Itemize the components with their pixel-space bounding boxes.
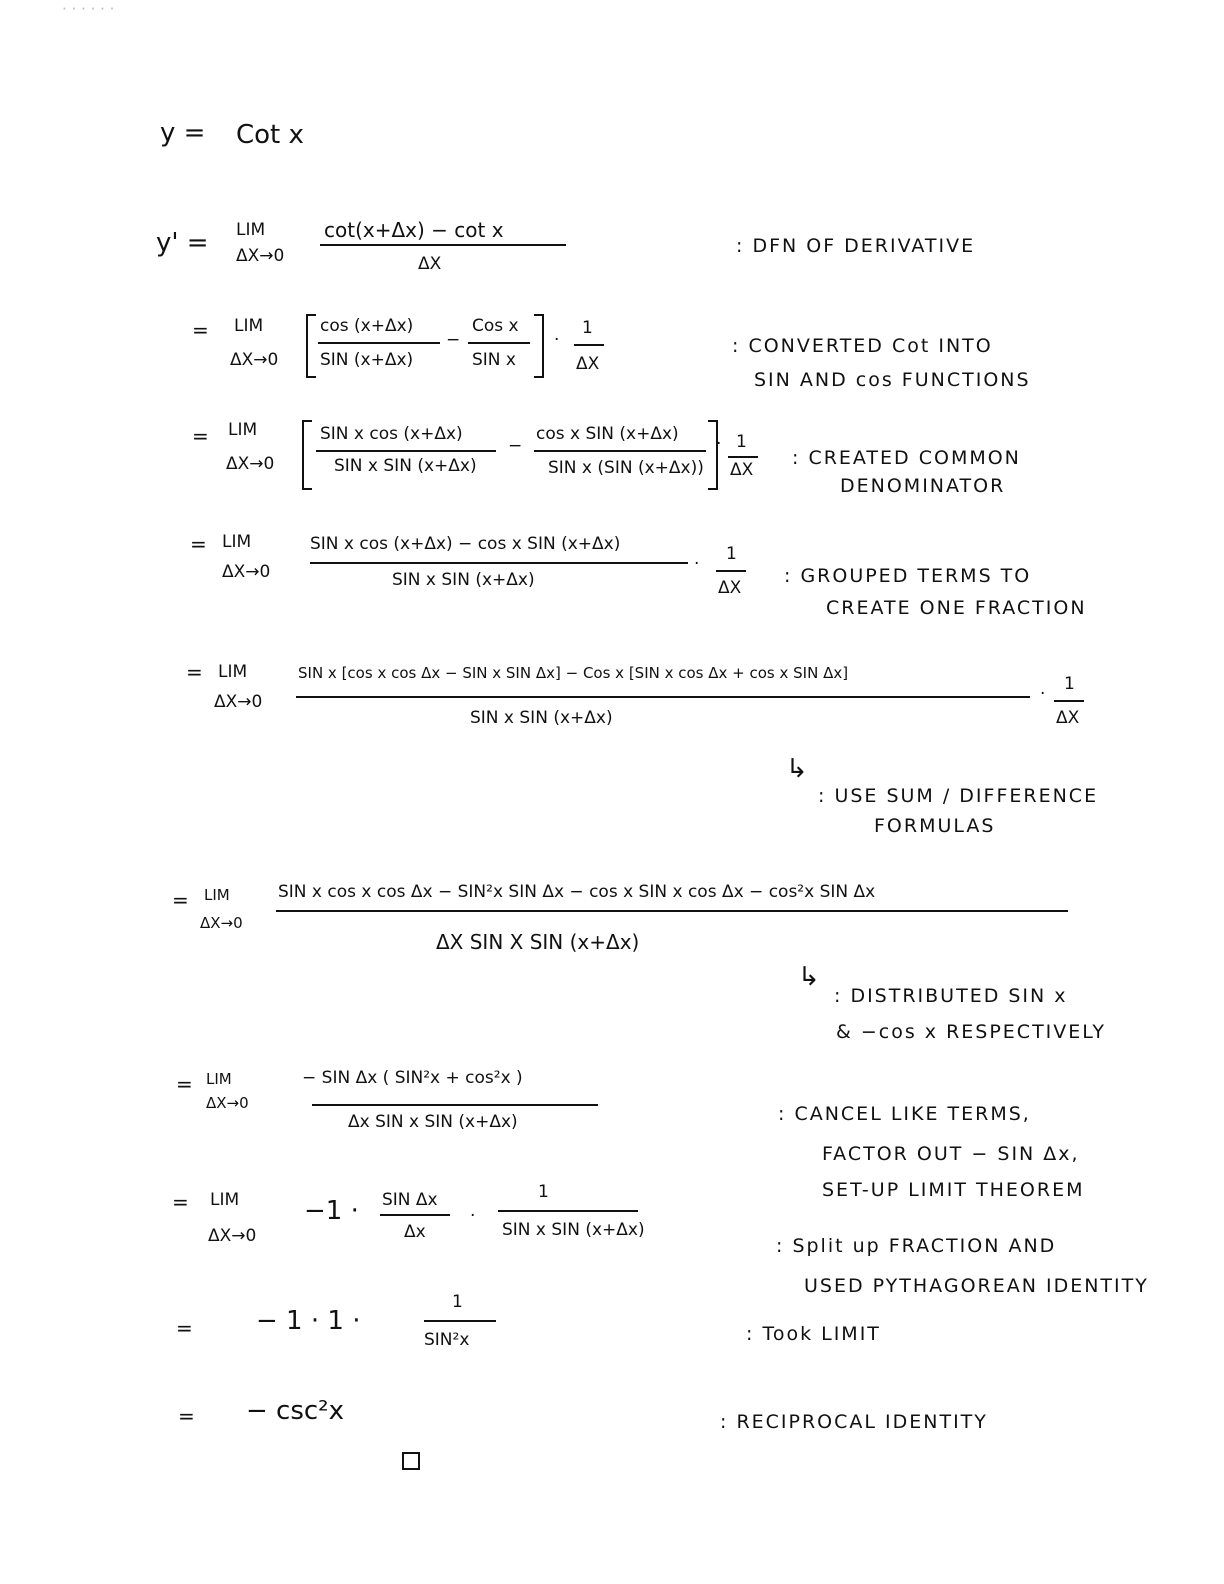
step3-frac2-num: cos x SIN (x+Δx)	[536, 424, 679, 444]
step6-equals: =	[172, 888, 189, 912]
step6-numerator: SIN x cos x cos Δx − SIN²x SIN Δx − cos x SIN x cos Δx − cos²x SIN Δx	[278, 882, 876, 902]
step7-denominator: Δx SIN x SIN (x+Δx)	[348, 1112, 518, 1132]
step2-one: 1	[582, 318, 593, 338]
step8-note-line1: : Split up FRACTION AND	[776, 1235, 1057, 1257]
step4-fraction-bar	[310, 562, 688, 564]
step1-lim: LIM	[236, 220, 266, 240]
step8-frac2-den: SIN x SIN (x+Δx)	[502, 1220, 645, 1240]
step5-lim-sub: ΔX→0	[214, 692, 263, 712]
step7-note-line3: SET-UP LIMIT THEOREM	[822, 1179, 1085, 1201]
step9-fraction-bar	[424, 1320, 496, 1322]
step4-note-line1: : GROUPED TERMS TO	[784, 565, 1032, 587]
step2-lim-sub: ΔX→0	[230, 350, 279, 370]
step6-arrow-icon: ↳	[798, 962, 820, 992]
step8-lim: LIM	[210, 1190, 240, 1210]
step5-fraction-bar	[296, 696, 1030, 698]
step5-dx: ΔX	[1056, 708, 1080, 728]
step7-note-line1: : CANCEL LIKE TERMS,	[778, 1103, 1031, 1125]
step2-left-bracket	[306, 314, 316, 378]
step4-one: 1	[726, 544, 737, 564]
step3-dx-bar	[728, 456, 758, 458]
step2-frac2-bar	[468, 342, 530, 344]
step5-dot: ·	[1040, 684, 1046, 704]
step2-note-line2: SIN AND cos FUNCTIONS	[754, 369, 1031, 391]
step2-equals: =	[192, 318, 209, 342]
step5-lim: LIM	[218, 662, 248, 682]
step8-frac1-num: SIN Δx	[382, 1190, 438, 1210]
step4-denominator: SIN x SIN (x+Δx)	[392, 570, 535, 590]
step3-frac1-den: SIN x SIN (x+Δx)	[334, 456, 477, 476]
step2-frac2-den: SIN x	[472, 350, 516, 370]
step4-dx: ΔX	[718, 578, 742, 598]
step1-lhs: y' =	[156, 228, 209, 258]
step3-one: 1	[736, 432, 747, 452]
step1-denominator: ΔX	[418, 254, 442, 274]
step6-denominator: ΔX SIN X SIN (x+Δx)	[436, 930, 640, 954]
step2-dx-bar	[574, 344, 604, 346]
step6-note-line1: : DISTRIBUTED SIN x	[834, 985, 1068, 1007]
step6-lim: LIM	[204, 886, 230, 904]
step4-lim: LIM	[222, 532, 252, 552]
step9-expression: − 1 · 1 ·	[256, 1306, 361, 1336]
step3-lim: LIM	[228, 420, 258, 440]
step7-fraction-bar	[312, 1104, 598, 1106]
step5-note-line1: : USE SUM / DIFFERENCE	[818, 785, 1099, 807]
step3-frac1-bar	[316, 450, 496, 452]
step2-lim: LIM	[234, 316, 264, 336]
step10-expression: − csc²x	[246, 1396, 344, 1426]
step10-equals: =	[178, 1404, 195, 1428]
step3-note-line2: DENOMINATOR	[840, 475, 1006, 497]
step7-lim-sub: ΔX→0	[206, 1094, 249, 1112]
step5-one: 1	[1064, 674, 1075, 694]
step9-equals: =	[176, 1316, 193, 1340]
step2-right-bracket	[534, 314, 544, 378]
step6-fraction-bar	[276, 910, 1068, 912]
step3-note-line1: : CREATED COMMON	[792, 447, 1021, 469]
step7-numerator: − SIN Δx ( SIN²x + cos²x )	[302, 1068, 523, 1088]
step8-frac1-bar	[380, 1214, 450, 1216]
step9-numerator: 1	[452, 1292, 463, 1312]
step6-lim-sub: ΔX→0	[200, 914, 243, 932]
step9-denominator: SIN²x	[424, 1330, 470, 1350]
step3-minus: −	[508, 436, 523, 456]
step1-note: : DFN OF DERIVATIVE	[736, 235, 976, 257]
step2-frac1-den: SIN (x+Δx)	[320, 350, 414, 370]
step2-note-line1: : CONVERTED Cot INTO	[732, 335, 993, 357]
step8-neg-one: −1 ·	[304, 1196, 359, 1226]
step2-frac2-num: Cos x	[472, 316, 519, 336]
step9-note: : Took LIMIT	[746, 1323, 881, 1345]
step8-frac2-bar	[498, 1210, 638, 1212]
step5-numerator: SIN x [cos x cos Δx − SIN x SIN Δx] − Cos x [SIN x cos Δx + cos x SIN Δx]	[298, 664, 849, 682]
step2-minus: −	[446, 330, 461, 350]
step1-fraction-bar	[320, 244, 566, 246]
step2-frac1-bar	[318, 342, 440, 344]
step5-arrow-icon: ↳	[786, 754, 808, 784]
step1-lim-sub: ΔX→0	[236, 246, 285, 266]
qed-box-icon	[402, 1452, 420, 1470]
step5-note-line2: FORMULAS	[874, 815, 996, 837]
step5-dx-bar	[1054, 700, 1084, 702]
step1-numerator: cot(x+Δx) − cot x	[324, 218, 504, 242]
step5-equals: =	[186, 660, 203, 684]
step8-note-line2: USED PYTHAGOREAN IDENTITY	[804, 1275, 1149, 1297]
step2-dx: ΔX	[576, 354, 600, 374]
step3-right-bracket	[708, 420, 718, 490]
step2-frac1-num: cos (x+Δx)	[320, 316, 414, 336]
step3-equals: =	[192, 424, 209, 448]
step8-equals: =	[172, 1190, 189, 1214]
step7-note-line2: FACTOR OUT − SIN Δx,	[822, 1143, 1080, 1165]
step0-lhs: y =	[160, 118, 206, 148]
step4-dot: ·	[694, 554, 700, 574]
step7-equals: =	[176, 1072, 193, 1096]
step8-frac1-den: Δx	[404, 1222, 426, 1242]
step3-dot: ·	[716, 434, 722, 454]
step3-frac2-bar	[534, 450, 706, 452]
step7-lim: LIM	[206, 1070, 232, 1088]
step8-frac2-num: 1	[538, 1182, 549, 1202]
step4-equals: =	[190, 532, 207, 556]
step3-dx: ΔX	[730, 460, 754, 480]
step8-dot: ·	[470, 1206, 476, 1226]
step2-dot: ·	[554, 330, 560, 350]
step6-note-line2: & −cos x RESPECTIVELY	[836, 1021, 1106, 1043]
step3-lim-sub: ΔX→0	[226, 454, 275, 474]
step10-note: : RECIPROCAL IDENTITY	[720, 1411, 988, 1433]
step3-frac1-num: SIN x cos (x+Δx)	[320, 424, 463, 444]
step3-left-bracket	[302, 420, 312, 490]
step4-lim-sub: ΔX→0	[222, 562, 271, 582]
step4-numerator: SIN x cos (x+Δx) − cos x SIN (x+Δx)	[310, 534, 621, 554]
step4-dx-bar	[716, 570, 746, 572]
step3-frac2-den: SIN x (SIN (x+Δx))	[548, 458, 704, 478]
step4-note-line2: CREATE ONE FRACTION	[826, 597, 1087, 619]
step5-denominator: SIN x SIN (x+Δx)	[470, 708, 613, 728]
scan-mark: · · · · · ·	[62, 0, 115, 18]
step8-lim-sub: ΔX→0	[208, 1226, 257, 1246]
step0-rhs: Cot x	[236, 120, 304, 150]
